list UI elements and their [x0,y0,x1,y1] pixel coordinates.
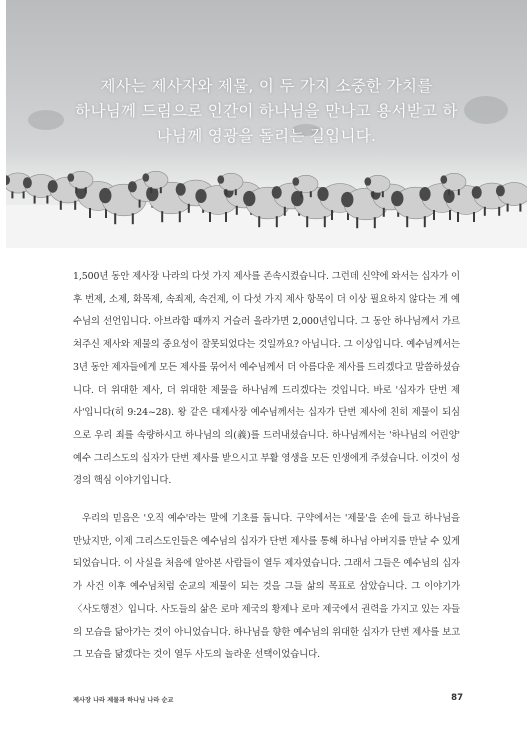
sheep-leg-shape [132,213,134,224]
sheep-leg-shape [356,217,358,228]
sheep-head-shape [217,175,224,183]
sheep-head-shape [472,186,482,199]
sheep-leg-shape [433,210,435,220]
sheep-head-shape [391,191,403,206]
hero-caption-line: 제사는 제사자와 제물, 이 두 가지 소중한 가치를 [100,77,433,95]
hero-photo [6,0,527,248]
paragraph: 우리의 믿음은 '오직 예수'라는 말에 기초를 둡니다. 구약에서는 '제물'을 손에 들고 하나님을 만났지만, 이제 그리스도인들은 예수님의 십자가 단번 제사를 통해 하나님 아버지를 만날 수 있게 되었습니다. 이 사실을 처음에 알아본 사람들이 열두 제자였습니다. 그래서 그들은 예수님의 십자가 사건 이후 예수님처럼 순교의 제물이 되는 것을 그들 삶의 목표로 삼았습니다. 그 이야기가 〈사도행전〉입니다. 사도들의 삶은 로마 제국의 황제나 로마 제국에서 권력을 가지고 있는 자들의 모습을 닮아가는 것이 아니었습니다. 하나님을 향한 예수님의 위대한 십자가 단번 제사를 보고 그 모습을 닮겠다는 것이 열두 사도의 놀라운 선택이었습니다. [73,513,460,661]
sheep-leg-shape [11,191,13,198]
sheep-head-shape [292,177,299,185]
sheep-head-shape [272,186,282,199]
sheep-leg-shape [236,206,238,215]
hero-caption-line: 하나님께 드림으로 인간이 하나님을 만나고 용서받고 하 [75,102,458,120]
sheep-head-shape [67,173,74,181]
sheep-leg-shape [484,207,486,216]
sheep-head-shape [364,177,371,185]
sheep-leg-shape [161,211,163,222]
sheep-leg-shape [448,189,450,195]
sheep-leg-shape [75,187,77,193]
sheep-leg-shape [209,212,211,222]
sheep-head-shape [99,188,111,203]
sheep-leg-shape [507,204,509,212]
sheep-leg-shape [306,216,308,227]
sheep-head-shape [142,173,149,181]
sheep-leg-shape [139,200,141,208]
sheep-leg-shape [276,216,278,227]
sheep-leg-shape [225,189,227,195]
sheep-head-shape [419,187,430,201]
sheep-leg-shape [284,207,286,216]
sheep-leg-shape [114,213,116,224]
sheep-head-shape [128,181,137,192]
sheep-leg-shape [160,187,162,193]
sheep-head-shape [341,192,353,207]
sheep-head-shape [195,189,206,203]
sheep-leg-shape [85,187,87,193]
sheep-leg-shape [383,208,385,217]
running-title: 제사장 나라 제물과 하나님 나라 순교 [73,697,174,704]
sheep-leg-shape [449,210,451,220]
sheep-leg-shape [34,196,36,204]
sheep-leg-shape [179,211,181,222]
sheep-leg-shape [300,191,302,197]
page-number: 87 [451,693,463,703]
sheep-leg-shape [331,210,333,220]
sheep-leg-shape [498,207,500,216]
sheep-leg-shape [473,212,475,222]
sheep-head-shape [48,180,58,193]
sheep-leg-shape [310,191,312,197]
sheep-leg-shape [457,212,459,222]
sheep-leg-shape [46,196,48,204]
sheep-leg-shape [374,217,376,228]
sheep-head-shape [317,187,328,201]
paragraph: 1,500년 동안 제사장 나라의 다섯 가지 제사를 존속시켰습니다. 그런데 신약에 와서는 십자가 이후 번제, 소제, 화목제, 속죄제, 속건제, 이 다섯 가지 제사 항목이 더 이상 필요하지 않다는 게 예수님의 선언입니다. 아브라함 때까지 거슬러 올라가면 2,000년입니다. 그 동안 하나님께서 가르쳐주신 제사와 제물의 중요성이 잘못되었다는 것일까요? 아닙니다. 그 이상입니다. 예수님께서는 3년 동안 제자들에게 모든 제사를 묶어서 예수님께서 더 아름다운 제사를 드리겠다고 말씀하셨습니다. 더 위대한 제사, 더 위대한 제물을 하나님께 드리겠다는 것입니다. 바로 '십자가 단번 제사'입니다(히 9:24~28). 왕 같은 대제사장 예수님께서는 십자가 단번 제사에 친히 제물이 되심으로 우리 죄를 속량하시고 하나님의 의(義)를 드러내셨습니다. 하나님께서는 '하나님의 어린양' 예수 그리스도의 십자가 단번 제사를 받으시고 부활 영생을 모든 인생에게 주셨습니다. 이것이 성경의 핵심 이야기입니다. [73,271,460,487]
sheep-leg-shape [406,216,408,227]
sheep-leg-shape [150,187,152,193]
sheep-leg-shape [258,216,260,227]
sheep-leg-shape [382,191,384,197]
sheep-leg-shape [519,204,521,212]
sheep-leg-shape [23,191,25,198]
sheep-leg-shape [225,212,227,222]
sheep-head-shape [243,191,255,206]
sheep-leg-shape [372,191,374,197]
sheep-leg-shape [235,189,237,195]
article-body [73,266,460,667]
sheep-leg-shape [188,204,190,213]
sheep-leg-shape [324,216,326,227]
sheep-head-shape [176,183,186,196]
sheep-leg-shape [424,216,426,227]
hero-caption [6,74,527,149]
sheep-leg-shape [458,189,460,195]
sheep-head-shape [440,175,447,183]
sheep-head-shape [496,185,505,196]
sheep-head-shape [23,177,32,188]
hero-caption-line: 나님께 영광을 돌리는 길입니다. [156,127,377,145]
sheep-leg-shape [74,201,76,210]
sheep-leg-shape [89,208,91,218]
sheep-leg-shape [60,201,62,210]
